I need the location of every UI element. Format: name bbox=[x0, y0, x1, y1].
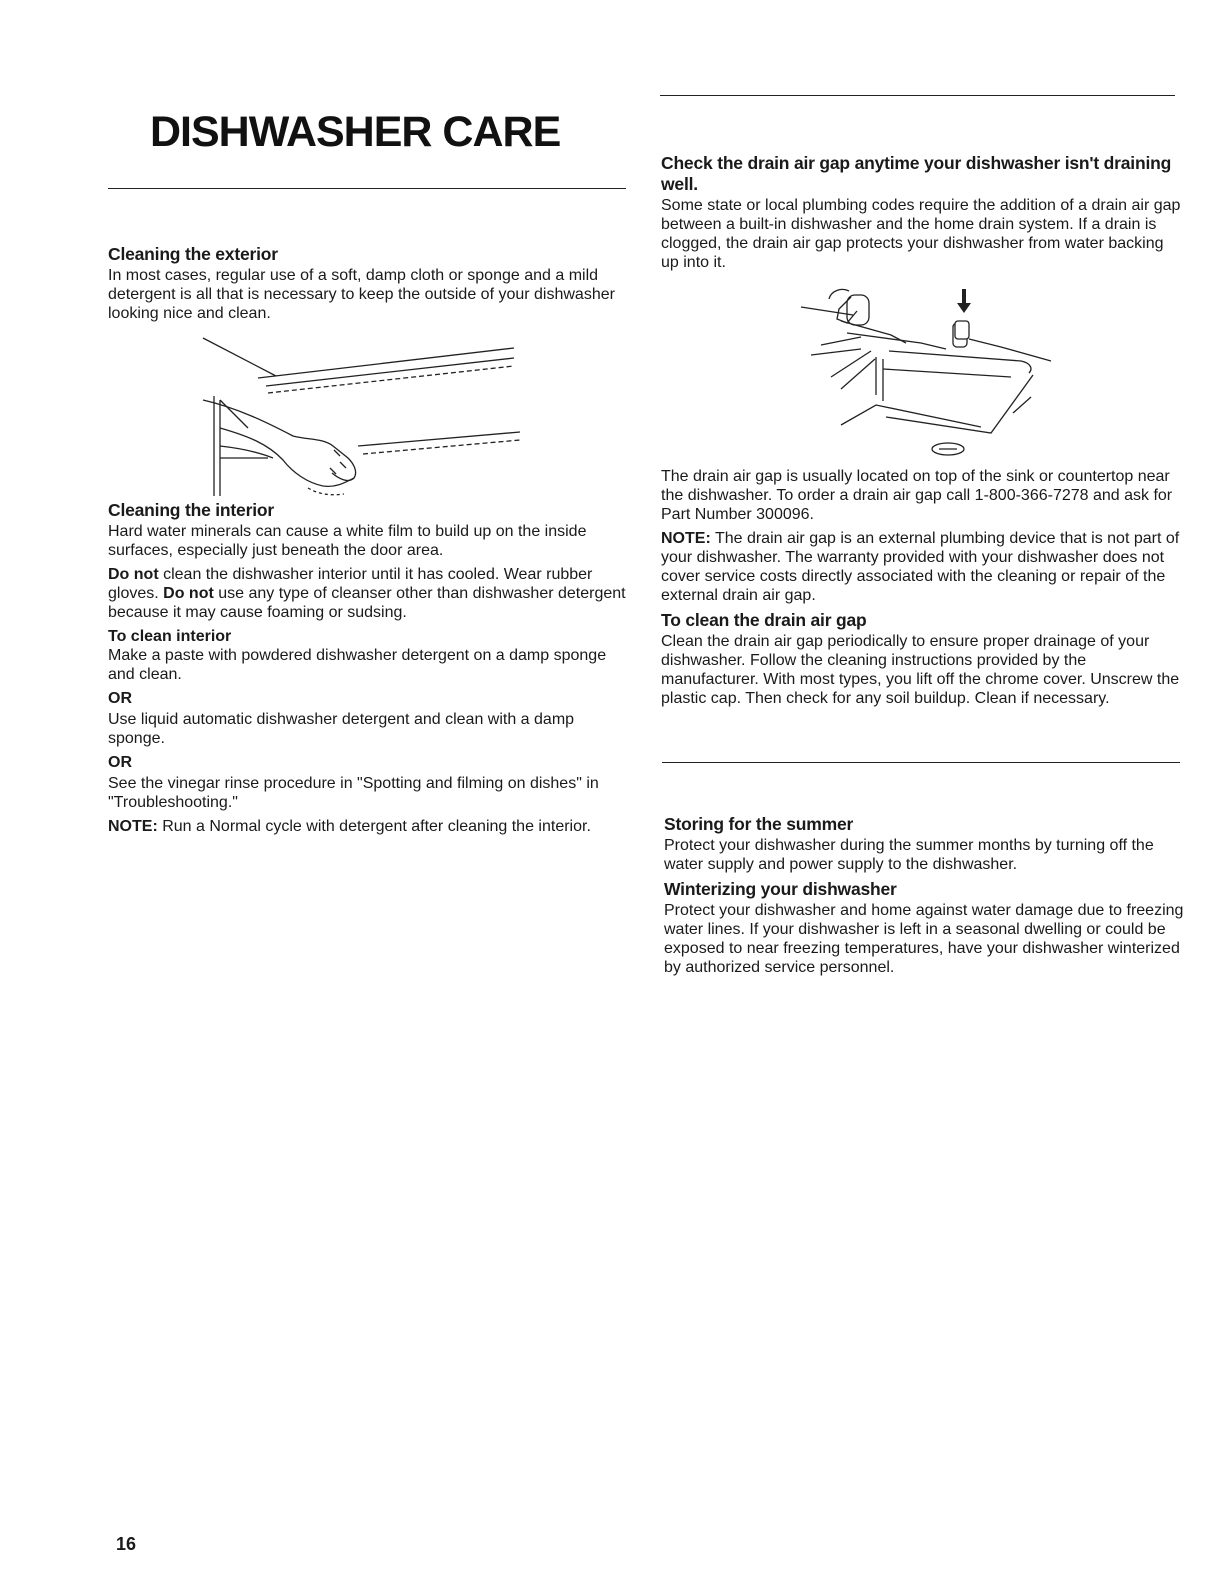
text-airgap-p3: Clean the drain air gap periodically to ensure proper drainage of your dishwasher. Follow the cleaning instructions provided by the manufacturer. With most types, you lift off the chrome cover. Unscrew the plastic cap. Then check for any soil buildup. Clean if necessary. bbox=[661, 633, 1180, 707]
heading-to-clean-interior: To clean interior bbox=[108, 628, 232, 645]
text-airgap-p2: The drain air gap is usually located on top of the sink or countertop near the dishwasher. To order a drain air gap call 1-800-366-7278 and ask for Part Number 300096. bbox=[661, 468, 1173, 523]
text-storing-summer: Protect your dishwasher during the summer months by turning off the water supply and power supply to the dishwasher. bbox=[664, 837, 1154, 873]
label-or-2: OR bbox=[108, 754, 132, 771]
text-cleaning-exterior: In most cases, regular use of a soft, damp cloth or sponge and a mild detergent is all that is necessary to keep the outside of your dishwasher looking nice and clean. bbox=[108, 267, 615, 322]
text-interior-note: NOTE: Run a Normal cycle with detergent after cleaning the interior. bbox=[108, 818, 591, 835]
section-cleaning-interior bbox=[108, 500, 628, 836]
heading-cleaning-exterior: Cleaning the exterior bbox=[108, 244, 278, 264]
text-winterizing: Protect your dishwasher and home against water damage due to freezing water lines. If your dishwasher is left in a seasonal dwelling or could be exposed to near freezing temperatures, have your dishwasher winterized by authorized service personnel. bbox=[664, 902, 1184, 976]
text-interior-p5: See the vinegar rinse procedure in "Spotting and filming on dishes" in "Troubleshooting." bbox=[108, 775, 599, 811]
left-column bbox=[108, 244, 628, 841]
heading-storing-summer: Storing for the summer bbox=[664, 814, 854, 834]
heading-clean-drain-air-gap: To clean the drain air gap bbox=[661, 610, 867, 630]
text-interior-p3: Make a paste with powdered dishwasher detergent on a damp sponge and clean. bbox=[108, 647, 607, 683]
text-interior-p4: Use liquid automatic dishwasher detergent and clean with a damp sponge. bbox=[108, 711, 575, 747]
right-top-rule bbox=[660, 95, 1175, 96]
heading-drain-air-gap: Check the drain air gap anytime your dishwasher isn't draining well. bbox=[661, 153, 1172, 194]
page-number: 16 bbox=[116, 1534, 137, 1554]
sink-faucet-air-gap-icon bbox=[661, 277, 1081, 467]
page-title: DISHWASHER CARE bbox=[150, 108, 561, 156]
text-airgap-note: NOTE: The drain air gap is an external plumbing device that is not part of your dishwasher. The warranty provided with your dishwasher does not cover service costs directly associated with the cleaning or repair of the external drain air gap. bbox=[661, 530, 1180, 604]
section-drain-air-gap bbox=[661, 153, 1181, 708]
section-winterizing bbox=[664, 879, 1184, 977]
right-column-lower bbox=[664, 814, 1184, 982]
text-interior-p2: Do not clean the dishwasher interior until it has cooled. Wear rubber gloves. Do not use any type of cleanser other than dishwasher detergent because it may cause foaming or sudsing. bbox=[108, 566, 626, 621]
heading-winterizing: Winterizing your dishwasher bbox=[664, 879, 897, 899]
right-middle-rule bbox=[662, 762, 1180, 763]
right-column bbox=[661, 153, 1181, 713]
text-airgap-p1: Some state or local plumbing codes require the addition of a drain air gap between a built-in dishwasher and the home drain system. If a drain is clogged, the drain air gap protects your dishwasher from water backing up into it. bbox=[661, 197, 1181, 271]
heading-cleaning-interior: Cleaning the interior bbox=[108, 500, 274, 520]
hand-wiping-dishwasher-icon bbox=[108, 328, 538, 500]
section-cleaning-exterior bbox=[108, 244, 628, 500]
label-or-1: OR bbox=[108, 690, 132, 707]
text-interior-p1: Hard water minerals can cause a white film to build up on the inside surfaces, especially just beneath the door area. bbox=[108, 523, 587, 559]
section-storing-summer bbox=[664, 814, 1184, 874]
title-rule bbox=[108, 188, 626, 189]
